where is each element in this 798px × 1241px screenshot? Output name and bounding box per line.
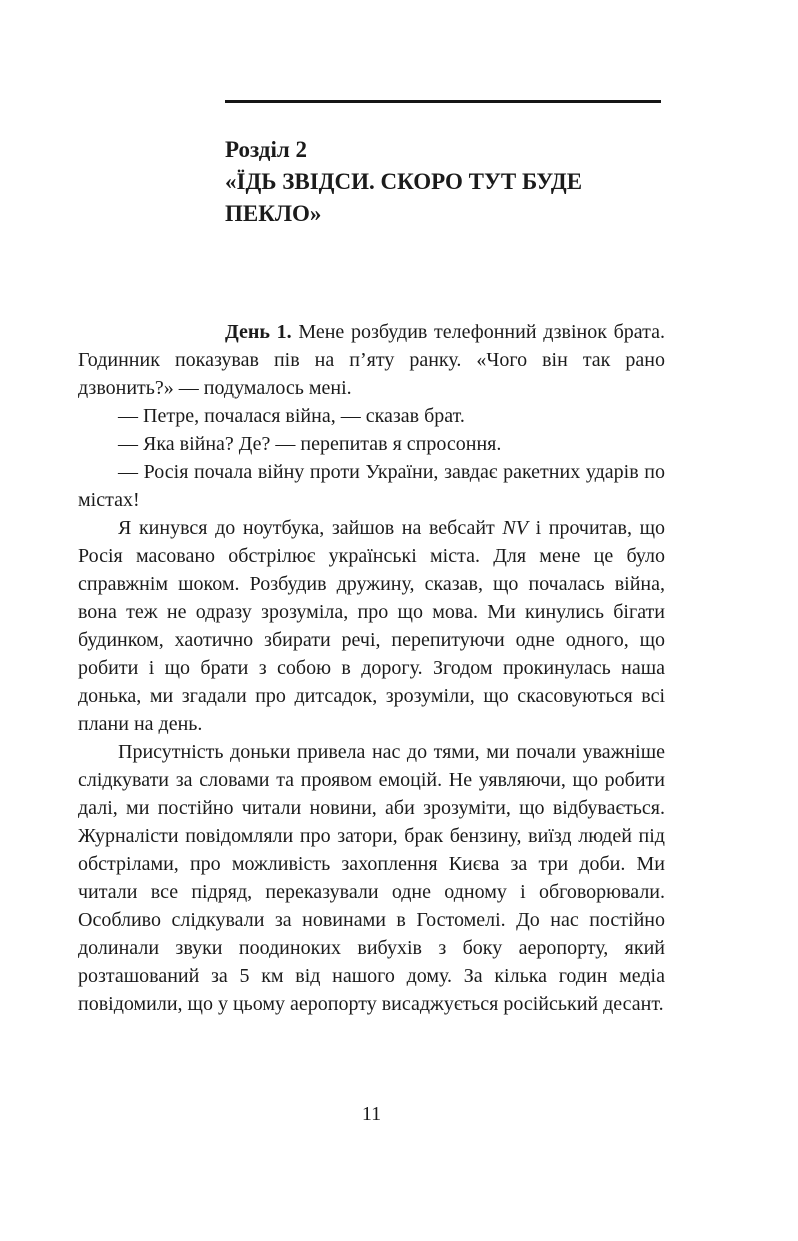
text-segment: День 1. <box>225 321 299 343</box>
text-segment: Присутність доньки привела нас до тями, ми почали уважніше слідкувати за словами та проявом емоцій. Не уявляючи, що робити далі, ми постійно читали новини, аби зрозуміти, що відбувається. Журналісти повідомляли про затори, брак бензину, виїзд людей під обстрілами, про можливість захоплення Києва за три доби. Ми читали все підряд, переказували одне одному і обговорювали. Особливо слідкували за новинами в Гостомелі. До нас постійно долинали звуки поодиноких вибухів з боку аеропорту, який розташований за 5 км від нашого дому. За кілька годин медіа повідомили, що у цьому аеропорту висаджується російський десант. <box>78 741 665 1015</box>
text-segment: — Росія почала війну проти України, завдає ракетних ударів по містах! <box>78 461 665 511</box>
text-segment: Я кинувся до ноутбука, зайшов на вебсайт <box>118 517 503 539</box>
text-segment: Мене розбудив телефонний дзвінок брата. Годинник показував пів на п’яту ранку. «Чого він так рано дзвонить?» — подумалось мені. <box>78 321 665 399</box>
chapter-label: Розділ 2 <box>225 137 307 162</box>
chapter-title: «ЇДЬ ЗВІДСИ. СКОРО ТУТ БУДЕ ПЕКЛО» <box>225 169 583 226</box>
paragraph <box>78 738 665 1018</box>
text-segment: — Яка війна? Де? — перепитав я спросоння. <box>118 433 502 455</box>
paragraph <box>78 430 665 458</box>
text-segment: і прочитав, що Росія масовано обстрілює українські міста. Для мене це було справжнім шоком. Розбудив дружину, сказав, що почалась війна, вона теж не одразу зрозуміла, про що мова. Ми кинулись бігати будинком, хаотично збирати речі, перепитуючи одне одного, що робити і що брати з собою в дорогу. Згодом прокинулась наша донька, ми згадали про дитсадок, зрозуміли, що скасовуються всі плани на день. <box>78 517 665 735</box>
paragraph <box>78 402 665 430</box>
chapter-rule <box>225 100 661 103</box>
paragraph <box>78 514 665 738</box>
body-text <box>78 318 665 1018</box>
chapter-heading <box>225 100 661 230</box>
text-segment: — Петре, почалася війна, — сказав брат. <box>118 405 465 427</box>
page-number: 11 <box>361 1103 382 1125</box>
paragraph <box>78 458 665 514</box>
paragraph <box>78 318 665 402</box>
text-segment: NV <box>502 517 528 539</box>
